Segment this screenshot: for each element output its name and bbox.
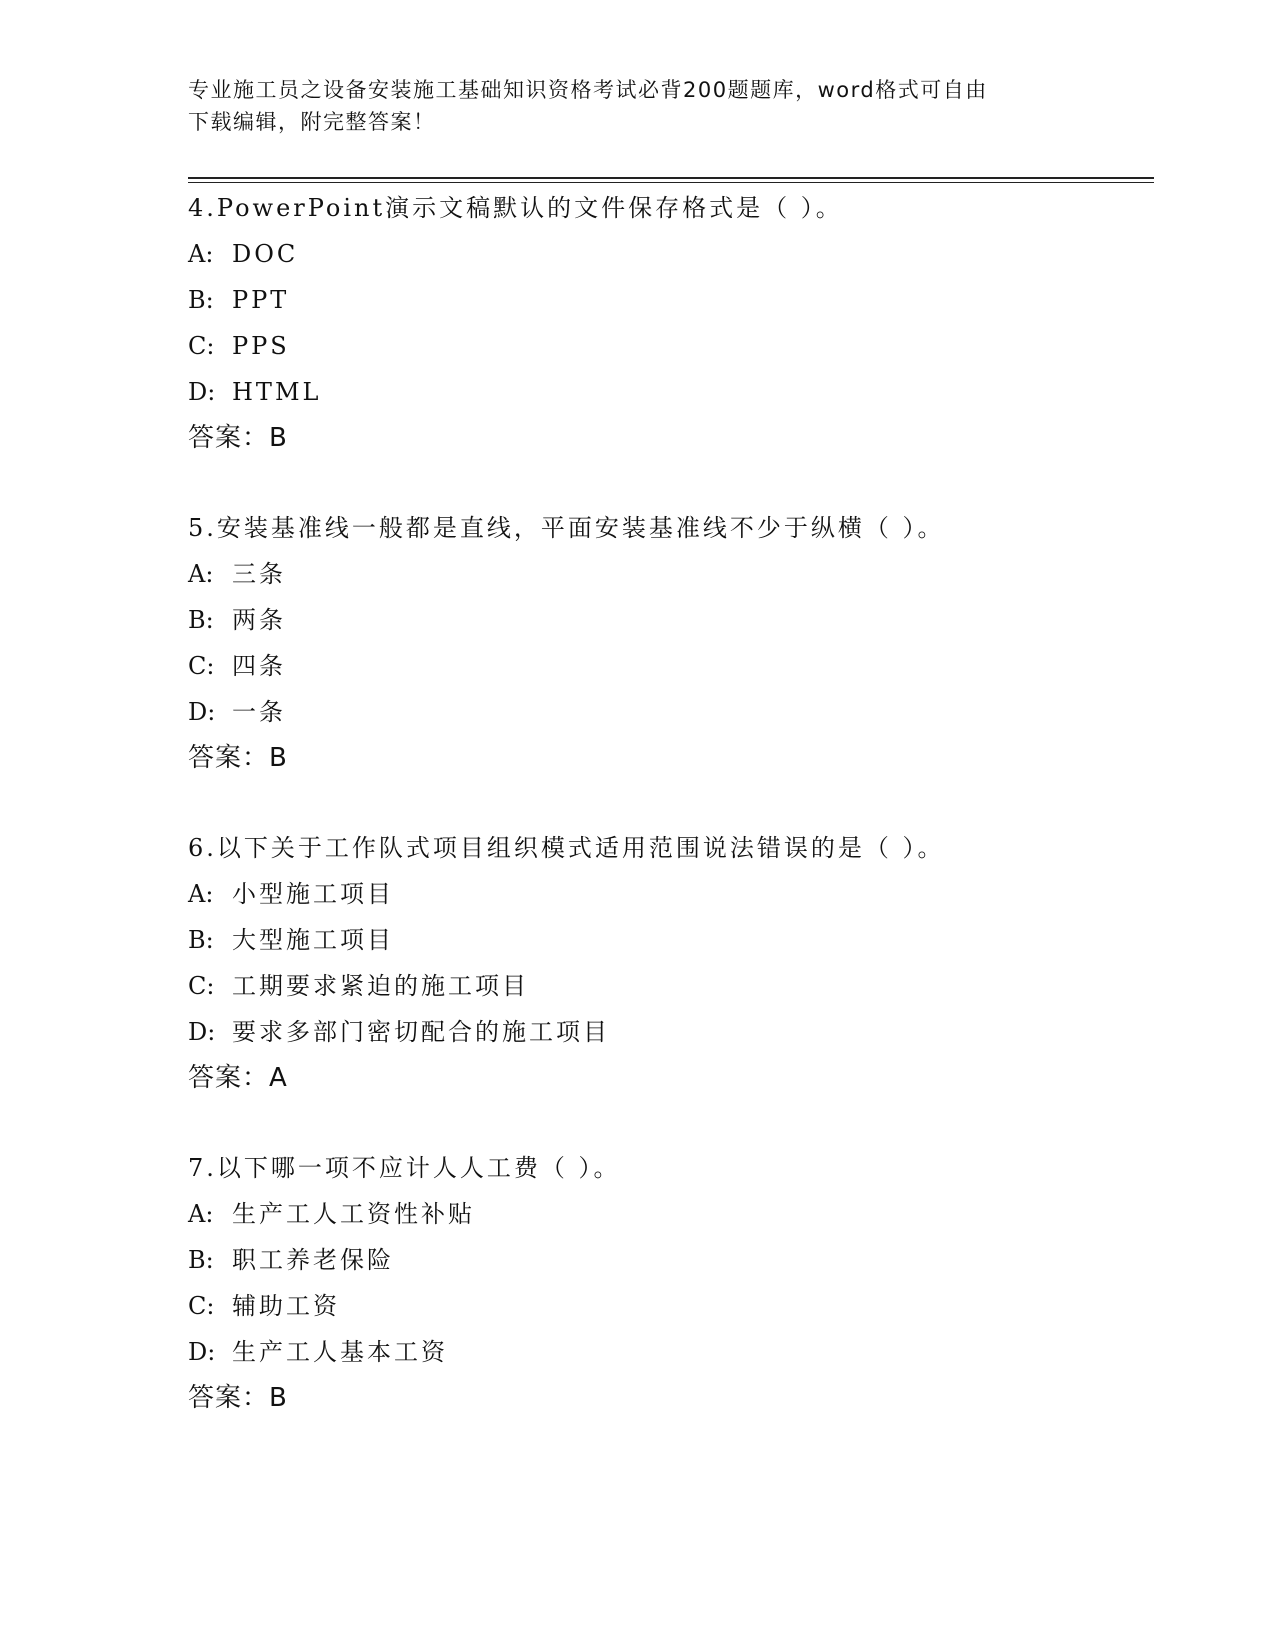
option-text: DOC bbox=[232, 240, 299, 268]
option-letter: A: bbox=[188, 1200, 214, 1228]
question-block-5 bbox=[188, 505, 1148, 781]
question-block-4 bbox=[188, 185, 1148, 461]
question-text: 4.PowerPoint演示文稿默认的文件保存格式是（ ）。 bbox=[188, 194, 843, 222]
option-c bbox=[188, 1283, 1148, 1329]
option-text: 生产工人基本工资 bbox=[232, 1338, 448, 1366]
option-letter: D: bbox=[188, 1018, 216, 1046]
option-text: 三条 bbox=[232, 560, 286, 588]
option-b bbox=[188, 597, 1148, 643]
question-block-6 bbox=[188, 825, 1148, 1101]
document-header bbox=[188, 74, 1088, 138]
option-a bbox=[188, 1191, 1148, 1237]
option-letter: B: bbox=[188, 606, 214, 634]
option-text: PPS bbox=[232, 332, 290, 360]
header-line-2: 下载编辑，附完整答案！ bbox=[188, 110, 436, 134]
option-text: 四条 bbox=[232, 652, 286, 680]
answer-line: 答案：B bbox=[188, 423, 288, 453]
option-a bbox=[188, 231, 1148, 277]
option-text: 生产工人工资性补贴 bbox=[232, 1200, 475, 1228]
header-divider-thin bbox=[188, 182, 1154, 183]
option-d bbox=[188, 1009, 1148, 1055]
header-line-1: 专业施工员之设备安装施工基础知识资格考试必背200题题库，word格式可自由 bbox=[188, 78, 988, 102]
question-text: 6.以下关于工作队式项目组织模式适用范围说法错误的是（ ）。 bbox=[188, 834, 945, 862]
option-text: 要求多部门密切配合的施工项目 bbox=[232, 1018, 610, 1046]
option-letter: D: bbox=[188, 378, 216, 406]
option-letter: B: bbox=[188, 286, 214, 314]
option-text: 小型施工项目 bbox=[232, 880, 394, 908]
question-block-7 bbox=[188, 1145, 1148, 1421]
option-letter: C: bbox=[188, 332, 215, 360]
option-letter: A: bbox=[188, 560, 214, 588]
option-letter: C: bbox=[188, 1292, 215, 1320]
option-d bbox=[188, 369, 1148, 415]
option-c bbox=[188, 963, 1148, 1009]
option-text: 工期要求紧迫的施工项目 bbox=[232, 972, 529, 1000]
option-letter: B: bbox=[188, 926, 214, 954]
option-a bbox=[188, 551, 1148, 597]
option-b bbox=[188, 277, 1148, 323]
option-d bbox=[188, 1329, 1148, 1375]
option-letter: B: bbox=[188, 1246, 214, 1274]
option-letter: A: bbox=[188, 880, 214, 908]
option-text: 职工养老保险 bbox=[232, 1246, 394, 1274]
option-text: HTML bbox=[232, 378, 322, 406]
option-letter: A: bbox=[188, 240, 214, 268]
option-text: 大型施工项目 bbox=[232, 926, 394, 954]
question-text: 5.安装基准线一般都是直线，平面安装基准线不少于纵横（ ）。 bbox=[188, 514, 945, 542]
option-letter: C: bbox=[188, 972, 215, 1000]
option-a bbox=[188, 871, 1148, 917]
option-c bbox=[188, 643, 1148, 689]
answer-line: 答案：A bbox=[188, 1063, 288, 1093]
option-text: 辅助工资 bbox=[232, 1292, 340, 1320]
option-letter: C: bbox=[188, 652, 215, 680]
question-text: 7.以下哪一项不应计人人工费（ ）。 bbox=[188, 1154, 621, 1182]
option-text: 一条 bbox=[232, 698, 286, 726]
option-text: 两条 bbox=[232, 606, 286, 634]
option-text: PPT bbox=[232, 286, 290, 314]
option-letter: D: bbox=[188, 1338, 216, 1366]
option-b bbox=[188, 1237, 1148, 1283]
option-letter: D: bbox=[188, 698, 216, 726]
option-c bbox=[188, 323, 1148, 369]
option-b bbox=[188, 917, 1148, 963]
answer-line: 答案：B bbox=[188, 1383, 288, 1413]
header-divider-thick bbox=[188, 177, 1154, 179]
answer-line: 答案：B bbox=[188, 743, 288, 773]
option-d bbox=[188, 689, 1148, 735]
